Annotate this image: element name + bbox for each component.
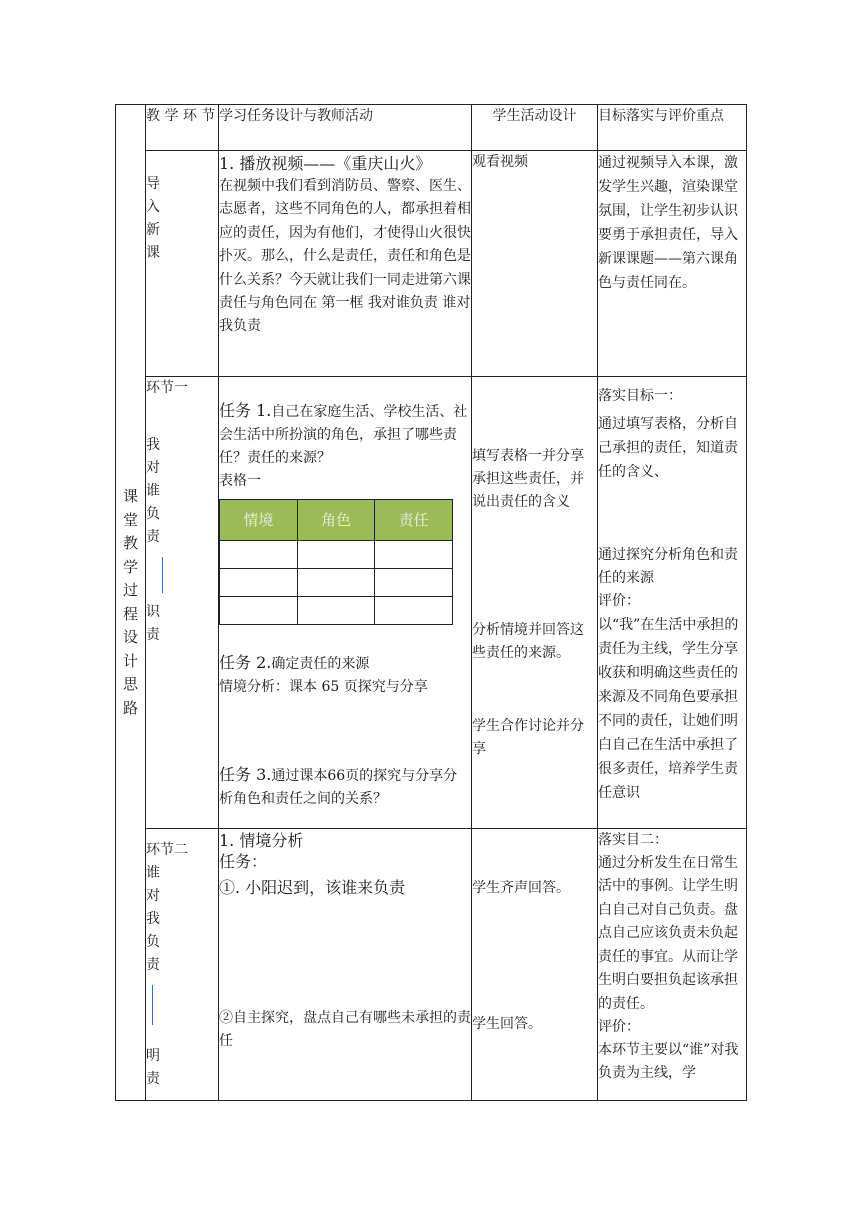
part1-goal-cell bbox=[598, 377, 747, 829]
roles-table-cell[interactable] bbox=[220, 597, 298, 625]
intro-stage-cell bbox=[146, 151, 219, 377]
part2-stage-char: 负 bbox=[146, 934, 160, 950]
part1-task2-text: 确定责任的来源 bbox=[271, 656, 370, 672]
part1-stage-title: 环节一 bbox=[146, 380, 188, 396]
part2-item2: ②自主探究，盘点自己有哪些未承担的责任 bbox=[219, 1010, 471, 1049]
part2-goal-cell bbox=[598, 829, 747, 1101]
part2-student2: 学生回答。 bbox=[472, 1016, 542, 1032]
part1-goal-eval: 以“我”在生活中承担的责任为主线，学生分享收获和明确这些责任的来源及不同角色要承担不同的责任，让她们明白自己在生活中承担了很多责任，培养学生责任意识 bbox=[598, 617, 739, 801]
lesson-plan-table bbox=[115, 104, 747, 1101]
intro-stage-char: 导 bbox=[146, 176, 160, 192]
intro-student: 观看视频 bbox=[472, 154, 528, 170]
intro-stage-char: 入 bbox=[146, 199, 160, 215]
header-stage: 教 学 环 节 bbox=[146, 105, 219, 151]
intro-goal-cell bbox=[598, 151, 747, 377]
part1-goal-1: 通过填写表格，分析自己承担的责任，知道责任的含义、 bbox=[598, 416, 738, 480]
part1-task3-head: 任务 3. bbox=[219, 765, 272, 784]
intro-stage-char: 课 bbox=[146, 245, 160, 261]
part2-student-cell bbox=[472, 829, 598, 1101]
part1-task1-head: 任务 1. bbox=[219, 401, 272, 420]
part1-task3 bbox=[219, 763, 471, 811]
part1-student-cell bbox=[472, 377, 598, 829]
intro-student-cell bbox=[472, 151, 598, 377]
part1-teacher-cell bbox=[219, 377, 472, 829]
part2-goal-body: 通过分析发生在日常生活中的事例。让学生明白自己对自己负责。盘点自己应该负责未负起责任的事宜。从而让学生明白要担负起该承担的责任。 bbox=[598, 854, 738, 1012]
header-goal: 目标落实与评价重点 bbox=[598, 105, 747, 151]
part2-stage-char: 对 bbox=[146, 888, 160, 904]
roles-table-header: 责任 bbox=[375, 500, 453, 541]
stage-divider bbox=[162, 557, 163, 593]
part2-stage-char: 责 bbox=[146, 957, 160, 973]
intro-teacher-cell bbox=[219, 151, 472, 377]
part1-stage-char: 责 bbox=[146, 529, 160, 545]
part1-student2: 分析情境并回答这些责任的来源。 bbox=[472, 622, 584, 661]
part1-stage-cell bbox=[146, 377, 219, 829]
part1-table-label: 表格一 bbox=[219, 473, 261, 489]
part1-task2-sub: 情境分析：课本 65 页探究与分享 bbox=[219, 679, 428, 695]
part1-task2 bbox=[219, 651, 471, 676]
part2-stage-char: 责 bbox=[146, 1071, 160, 1087]
roles-table-cell[interactable] bbox=[220, 569, 298, 597]
intro-teacher-title: 1. 播放视频——《重庆山火》 bbox=[219, 154, 432, 173]
header-teacher: 学习任务设计与教师活动 bbox=[219, 105, 472, 151]
roles-table-cell[interactable] bbox=[297, 569, 375, 597]
intro-goal: 通过视频导入本课，激发学生兴趣，渲染课堂氛围，让学生初步认识要勇于承担责任，导入新课课题——第六课角色与责任同在。 bbox=[598, 155, 738, 291]
header-student: 学生活动设计 bbox=[472, 105, 598, 151]
part2-teacher-cell bbox=[219, 829, 472, 1101]
stage-divider bbox=[152, 985, 153, 1025]
part1-goal-2: 通过探究分析角色和责任的来源 bbox=[598, 547, 738, 586]
part1-stage-char: 责 bbox=[146, 627, 160, 643]
part1-task1 bbox=[219, 399, 471, 470]
part2-goal-eval-label: 评价： bbox=[598, 1019, 640, 1035]
part1-stage-char: 识 bbox=[146, 604, 160, 620]
part1-goal-title: 落实目标一： bbox=[598, 388, 682, 404]
roles-table-header: 情境 bbox=[220, 500, 298, 541]
part1-task3-text: 通过课本66页的探究与分享分析角色和责任之间的关系？ bbox=[219, 768, 458, 807]
roles-table-cell[interactable] bbox=[297, 597, 375, 625]
part2-goal-eval: 本环节主要以“谁”对我负责为主线，学 bbox=[598, 1041, 739, 1081]
part2-student1: 学生齐声回答。 bbox=[472, 880, 570, 896]
part2-stage-char: 我 bbox=[146, 911, 160, 927]
part1-goal-eval-label: 评价： bbox=[598, 593, 640, 609]
part1-student3: 学生合作讨论并分享 bbox=[472, 718, 584, 757]
part2-stage-title: 环节二 bbox=[146, 842, 188, 858]
roles-table-cell[interactable] bbox=[297, 541, 375, 569]
roles-table-cell[interactable] bbox=[375, 597, 453, 625]
part2-item1: ①. 小阳迟到，该谁来负责 bbox=[219, 878, 406, 897]
part1-stage-char: 负 bbox=[146, 506, 160, 522]
roles-table-header: 角色 bbox=[297, 500, 375, 541]
roles-table-cell[interactable] bbox=[220, 541, 298, 569]
part2-stage-cell bbox=[146, 829, 219, 1101]
roles-table bbox=[219, 499, 453, 625]
part1-task1-text: 自己在家庭生活、学校生活、社会生活中所扮演的角色，承担了哪些责任？责任的来源？ bbox=[219, 404, 468, 466]
side-label-cell bbox=[116, 105, 146, 1101]
part1-task2-head: 任务 2. bbox=[219, 653, 272, 672]
part2-goal-title: 落实目二： bbox=[598, 832, 668, 848]
part2-stage-char: 明 bbox=[146, 1048, 160, 1064]
intro-teacher-body: 在视频中我们看到消防员、警察、医生、志愿者，这些不同角色的人，都承担着相应的责任，因为有他们，才使得山火很快扑灭。那么，什么是责任，责任和角色是什么关系？今天就让我们一同走进第六课责任与角色同在 第一框 我对谁负责 谁对我负责 bbox=[219, 178, 471, 335]
roles-table-cell[interactable] bbox=[375, 541, 453, 569]
part1-stage-char: 谁 bbox=[146, 483, 160, 499]
part2-task-label: 任务： bbox=[219, 852, 268, 871]
part1-stage-char: 对 bbox=[146, 460, 160, 476]
roles-table-cell[interactable] bbox=[375, 569, 453, 597]
intro-stage-char: 新 bbox=[146, 222, 160, 238]
part1-student1: 填写表格一并分享承担这些责任，并说出责任的含义 bbox=[472, 448, 584, 510]
part2-teacher-title: 1. 情境分析 bbox=[219, 831, 304, 850]
part1-stage-char: 我 bbox=[146, 437, 160, 453]
part2-stage-char: 谁 bbox=[146, 865, 160, 881]
side-label: 课堂教学过程设计思路 bbox=[123, 487, 139, 717]
